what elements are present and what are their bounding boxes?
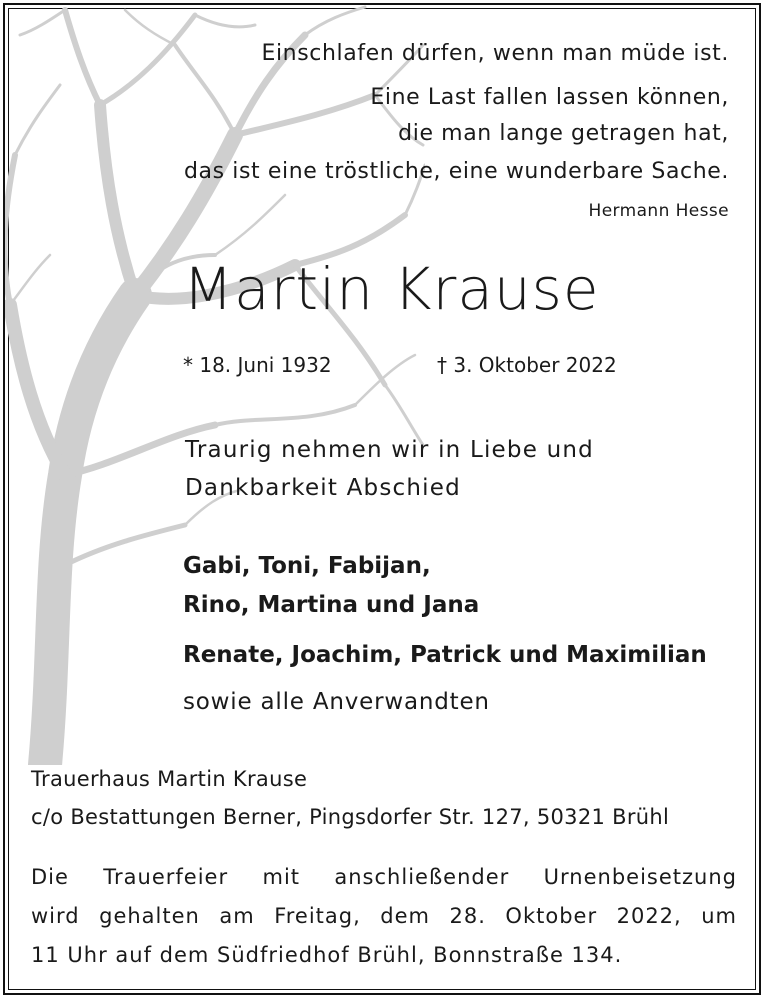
- mourning-line-1: Traurig nehmen wir in Liebe und: [185, 437, 594, 463]
- address-line-1: Trauerhaus Martin Krause: [31, 767, 308, 791]
- obituary-frame: [3, 3, 761, 995]
- funeral-line-1: Die Trauerfeier mit anschließender Urnenbeisetzung: [31, 865, 737, 889]
- relatives-line: sowie alle Anverwandten: [183, 689, 490, 715]
- address-line-2: c/o Bestattungen Berner, Pingsdorfer Str. 127, 50321 Brühl: [31, 805, 670, 829]
- mourning-line-2: Dankbarkeit Abschied: [185, 475, 461, 501]
- poem-line-1: Einschlafen dürfen, wenn man müde ist.: [261, 41, 729, 66]
- family-line-1: Gabi, Toni, Fabijan,: [183, 553, 431, 579]
- poem-line-3: die man lange getragen hat,: [398, 121, 729, 146]
- poem-line-4: das ist eine tröstliche, eine wunderbare Sache.: [183, 159, 729, 184]
- funeral-line-3: 11 Uhr auf dem Südfriedhof Brühl, Bonnstraße 134.: [31, 943, 623, 967]
- family-line-2: Rino, Martina und Jana: [183, 592, 480, 618]
- death-date: † 3. Oktober 2022: [437, 353, 617, 377]
- poem-line-2: Eine Last fallen lassen können,: [370, 85, 729, 110]
- deceased-name: Martin Krause: [183, 255, 600, 323]
- birth-date: * 18. Juni 1932: [183, 353, 332, 377]
- family-line-3: Renate, Joachim, Patrick und Maximilian: [183, 642, 707, 668]
- poem-author: Hermann Hesse: [588, 201, 729, 221]
- funeral-line-2: wird gehalten am Freitag, dem 28. Oktober 2022, um: [31, 904, 737, 928]
